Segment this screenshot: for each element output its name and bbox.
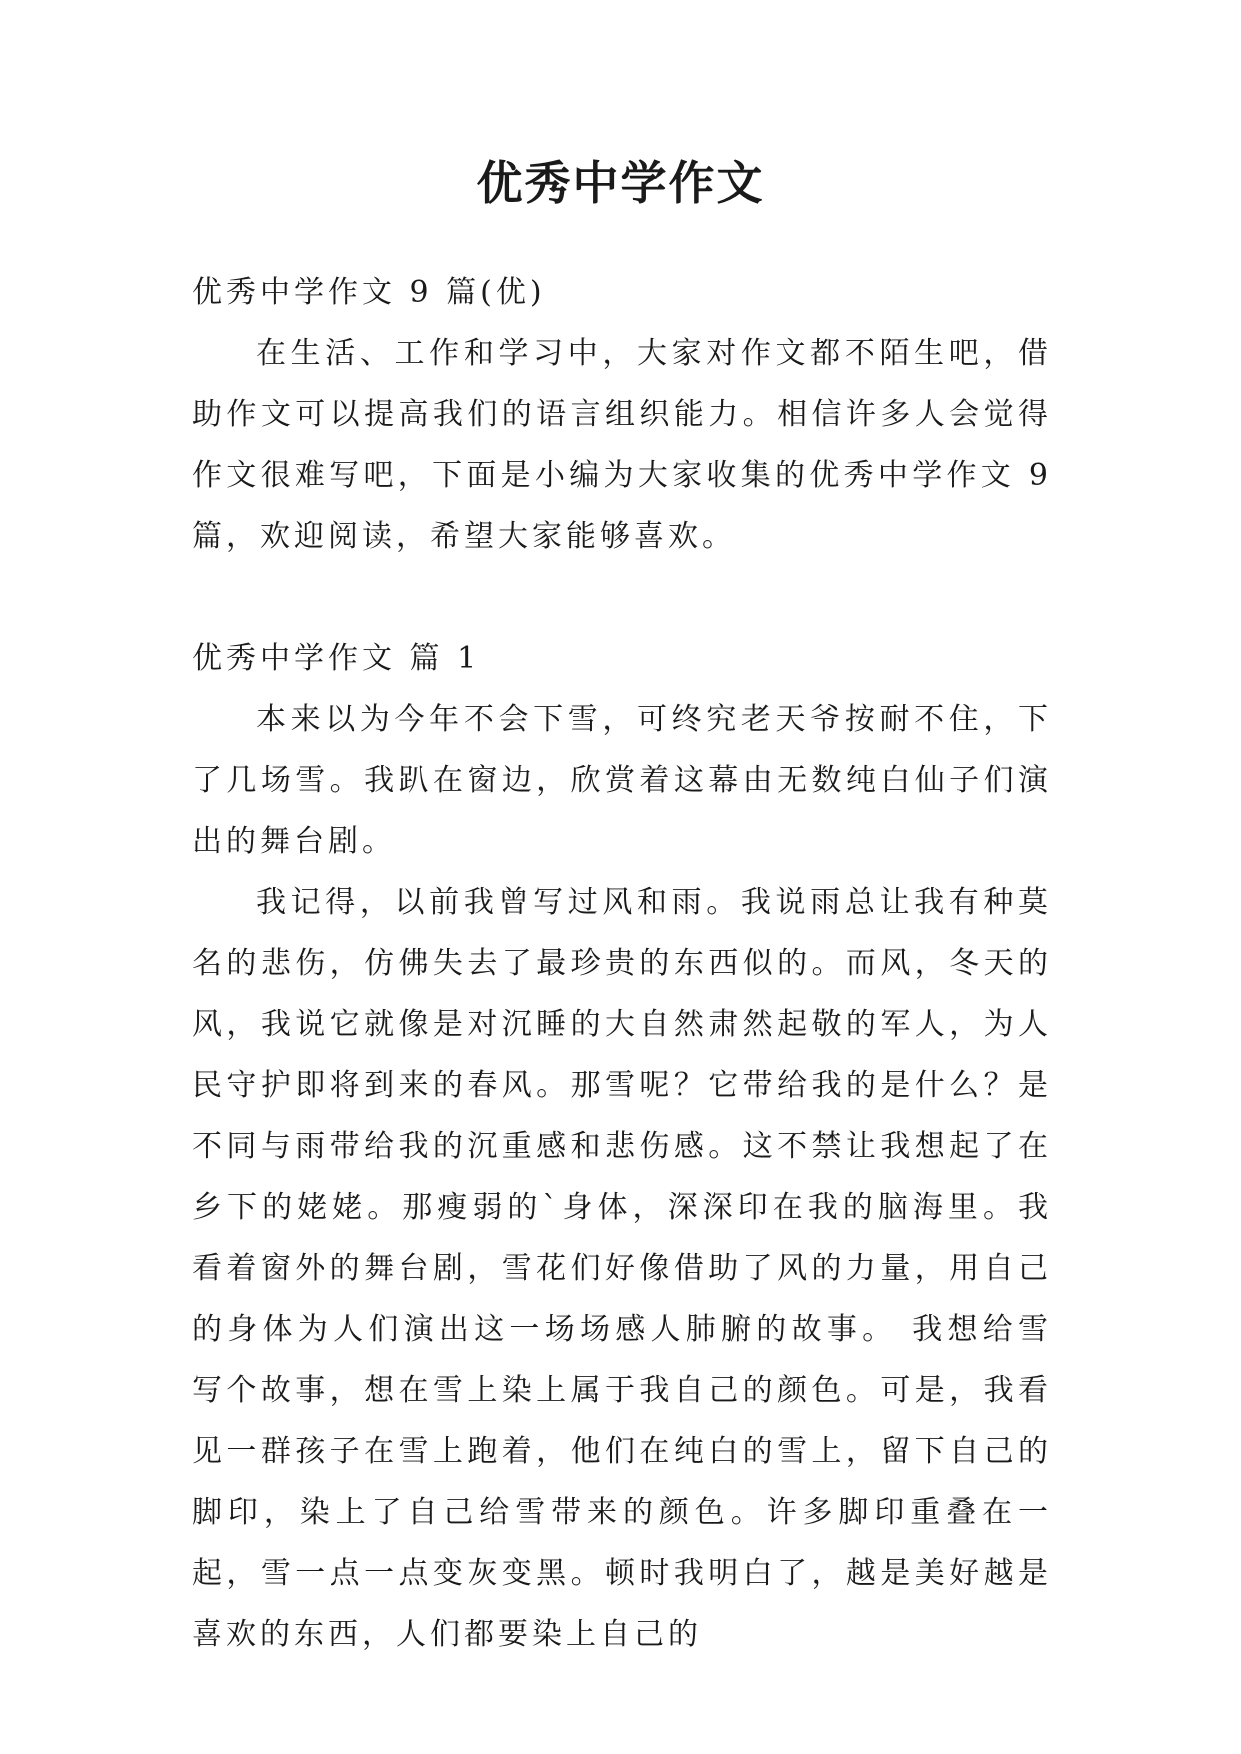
body-paragraph: 我记得，以前我曾写过风和雨。我说雨总让我有种莫名的悲伤，仿佛失去了最珍贵的东西似的。而风，冬天的风，我说它就像是对沉睡的大自然肃然起敬的军人，为人民守护即将到来的春风。那雪呢？它带给我的是什么？是不同与雨带给我的沉重感和悲伤感。这不禁让我想起了在乡下的姥姥。那瘦弱的`身体，深深印在我的脑海里。我看着窗外的舞台剧，雪花们好像借助了风的力量，用自己的身体为人们演出这一场场感人肺腑的故事。 我想给雪写个故事，想在雪上染上属于我自己的颜色。可是，我看见一群孩子在雪上跑着，他们在纯白的雪上，留下自己的脚印，染上了自己给雪带来的颜色。许多脚印重叠在一起，雪一点一点变灰变黑。顿时我明白了，越是美好越是喜欢的东西，人们都要染上自己的 bbox=[192, 885, 1052, 1652]
body-paragraph: 本来以为今年不会下雪，可终究老天爷按耐不住，下了几场雪。我趴在窗边，欣赏着这幕由无数纯白仙子们演出的舞台剧。 bbox=[192, 702, 1052, 859]
document-body bbox=[192, 262, 1052, 1665]
intro-paragraph: 在生活、工作和学习中，大家对作文都不陌生吧，借助作文可以提高我们的语言组织能力。相信许多人会觉得作文很难写吧，下面是小编为大家收集的优秀中学作文 9 篇，欢迎阅读，希望大家能够喜欢。 bbox=[192, 336, 1052, 554]
page-title: 优秀中学作文 bbox=[476, 156, 765, 210]
intro-heading: 优秀中学作文 9 篇(优) bbox=[192, 275, 546, 310]
section-spacer bbox=[192, 567, 1052, 628]
section-heading: 优秀中学作文 篇 1 bbox=[192, 641, 481, 676]
